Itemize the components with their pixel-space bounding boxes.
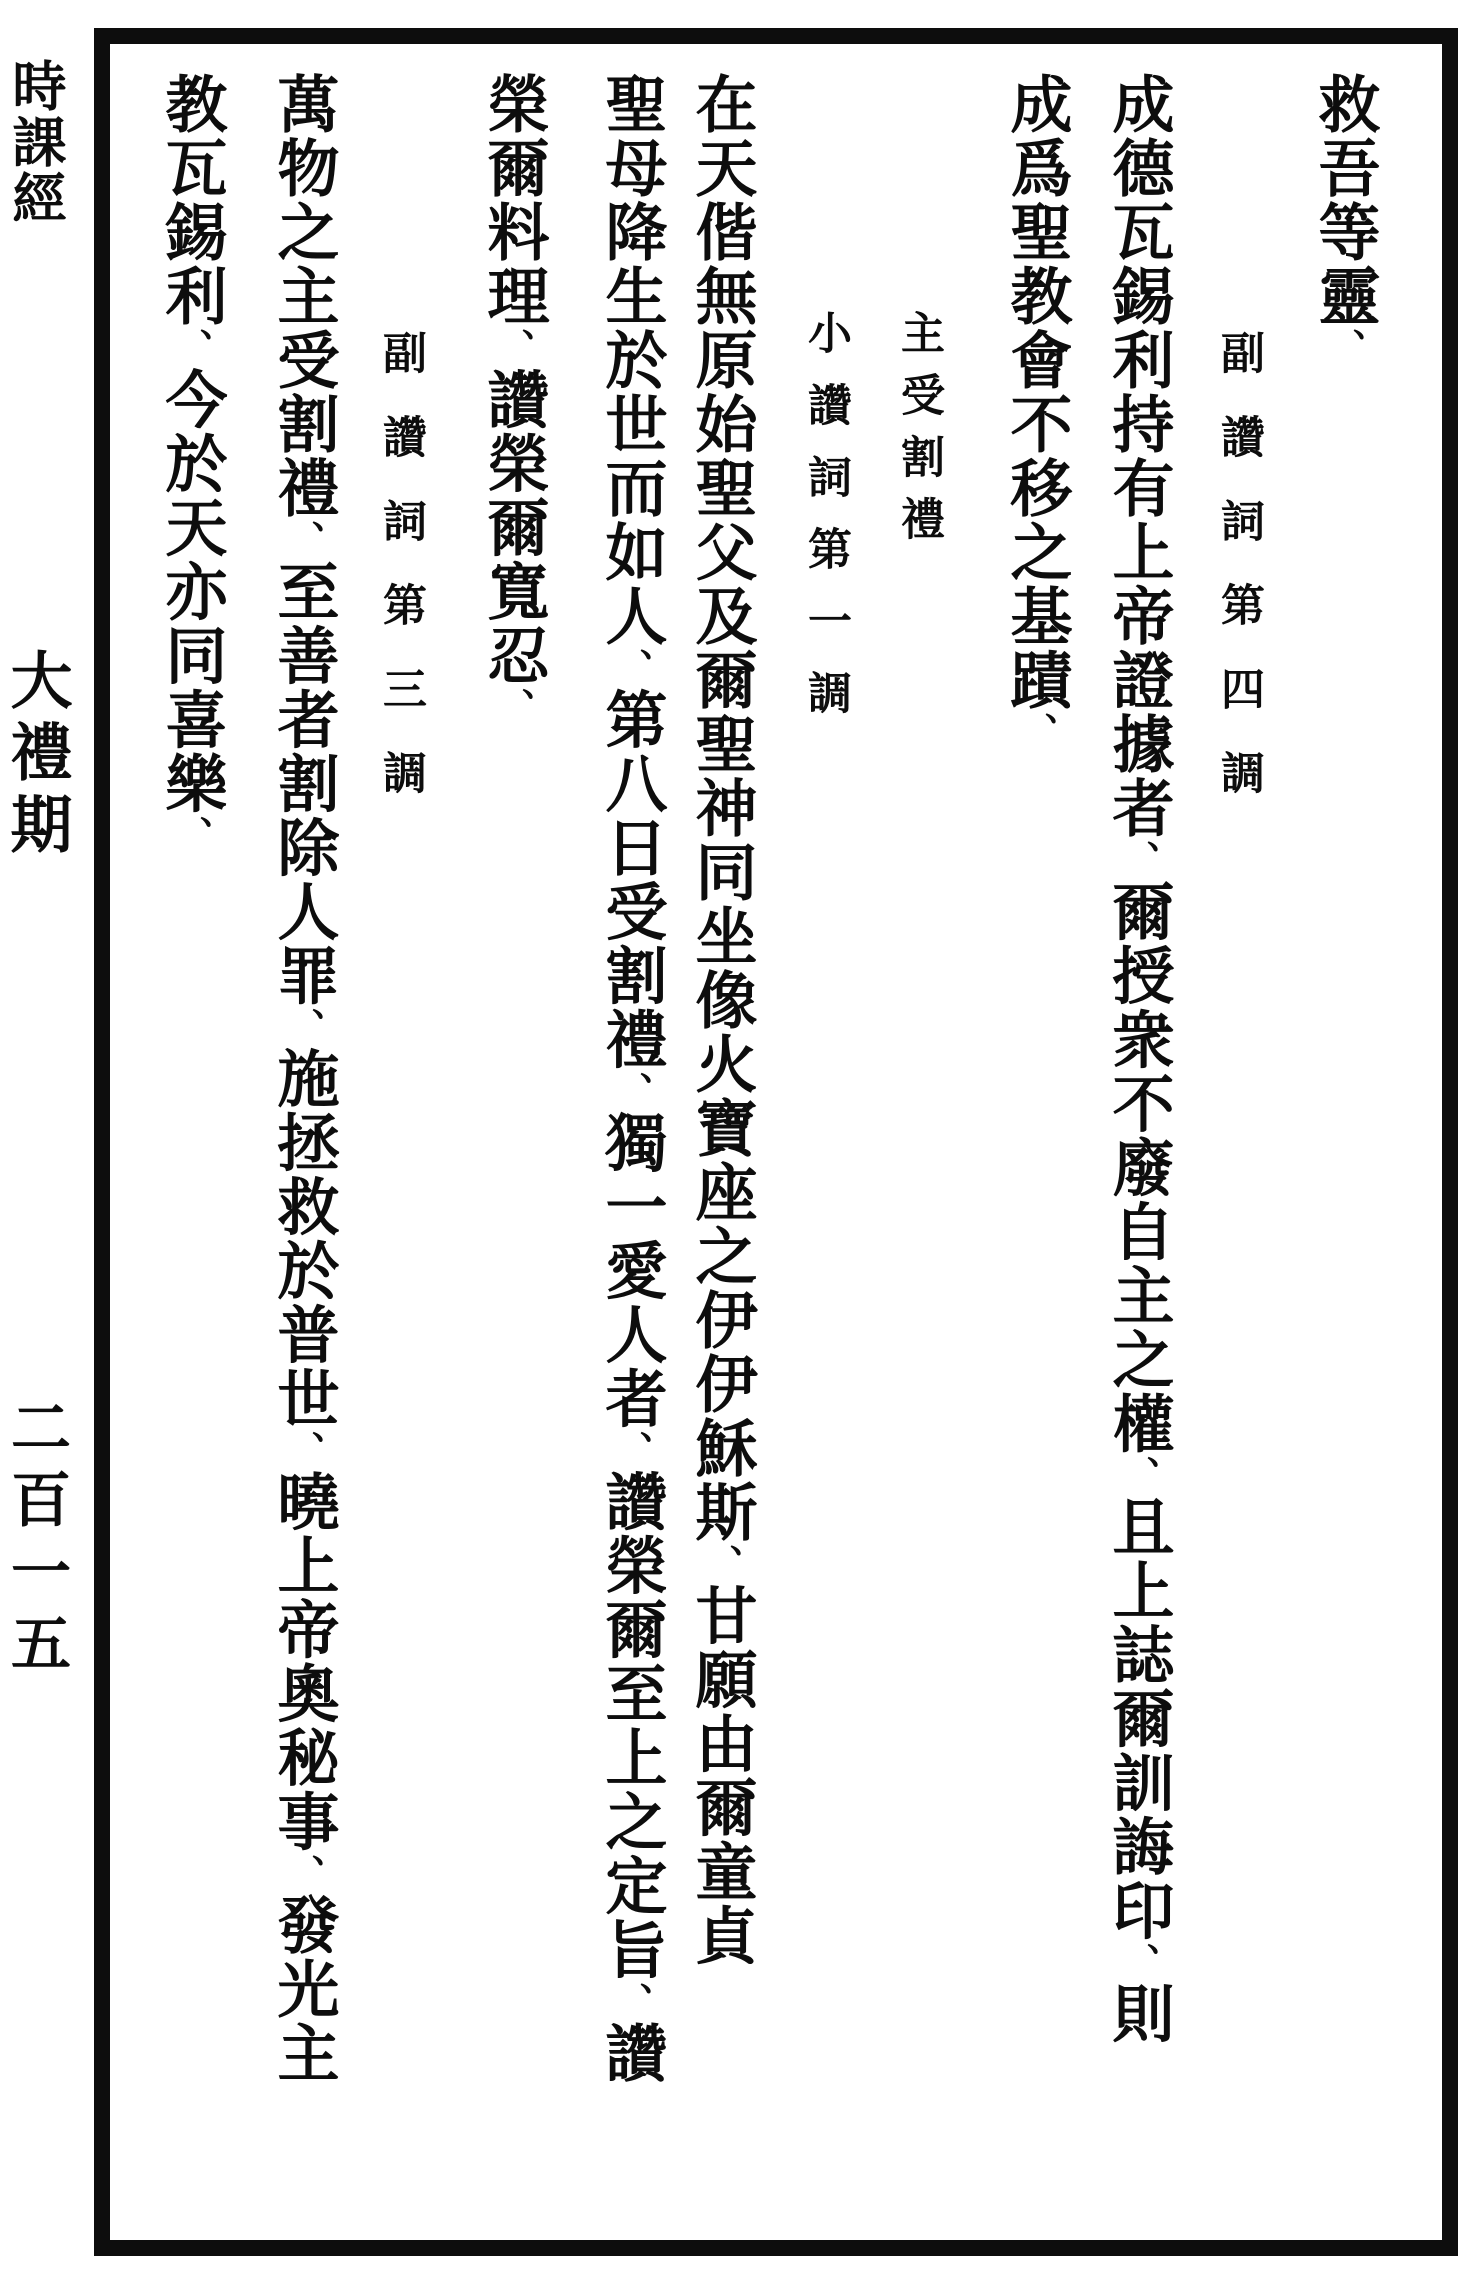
text-column-12: 教瓦錫利、今於天亦同喜樂、: [156, 72, 224, 855]
ideographic-comma: 、: [610, 1071, 651, 1111]
ideographic-comma: 、: [282, 1007, 323, 1047]
text-column-6-tune-heading: 小讚詞第一調: [801, 310, 850, 742]
ideographic-comma: 、: [610, 648, 651, 688]
margin-season-label: 大禮期: [1, 648, 69, 864]
ideographic-comma: 、: [1117, 1942, 1158, 1982]
margin-book-title: 時課經: [5, 58, 65, 226]
margin-page-number: 二百一五: [3, 1396, 69, 1684]
text-column-10-tune-heading: 副讚詞第三調: [376, 330, 425, 834]
ideographic-comma: 、: [282, 520, 323, 560]
ideographic-comma: 、: [282, 1430, 323, 1470]
text-column-2-tune-heading: 副讚詞第四調: [1214, 330, 1263, 834]
ideographic-comma: 、: [282, 1853, 323, 1893]
ideographic-comma: 、: [170, 328, 211, 368]
ideographic-comma: 、: [1015, 712, 1056, 752]
ideographic-comma: 、: [1323, 328, 1364, 368]
ideographic-comma: 、: [1117, 840, 1158, 880]
text-column-9: 榮爾料理、讚榮爾寬忍、: [478, 72, 546, 727]
ideographic-comma: 、: [700, 1544, 741, 1584]
ideographic-comma: 、: [610, 1981, 651, 2021]
ideographic-comma: 、: [1117, 1455, 1158, 1495]
ideographic-comma: 、: [492, 328, 533, 368]
text-column-4: 成爲聖教會不移之基蹟、: [1001, 72, 1069, 752]
text-column-3: 成德瓦錫利持有上帝證據者、爾授衆不廢自主之權、且上誌爾訓誨印、則: [1103, 72, 1171, 2046]
text-column-1: 救吾等靈、: [1309, 72, 1377, 368]
text-column-7: 在天偕無原始聖父及爾聖神同坐像火寶座之伊伊穌斯、甘願由爾童貞: [686, 72, 754, 1968]
text-column-8: 聖母降生於世而如人、第八日受割禮、獨一愛人者、讚榮爾至上之定旨、讚: [596, 72, 664, 2085]
text-column-11: 萬物之主受割禮、至善者割除人罪、施拯救於普世、曉上帝奧秘事、發光主: [268, 72, 336, 2085]
ideographic-comma: 、: [610, 1430, 651, 1470]
ideographic-comma: 、: [170, 815, 211, 855]
ideographic-comma: 、: [492, 687, 533, 727]
text-column-5-section-heading: 主受割禮: [894, 310, 943, 558]
